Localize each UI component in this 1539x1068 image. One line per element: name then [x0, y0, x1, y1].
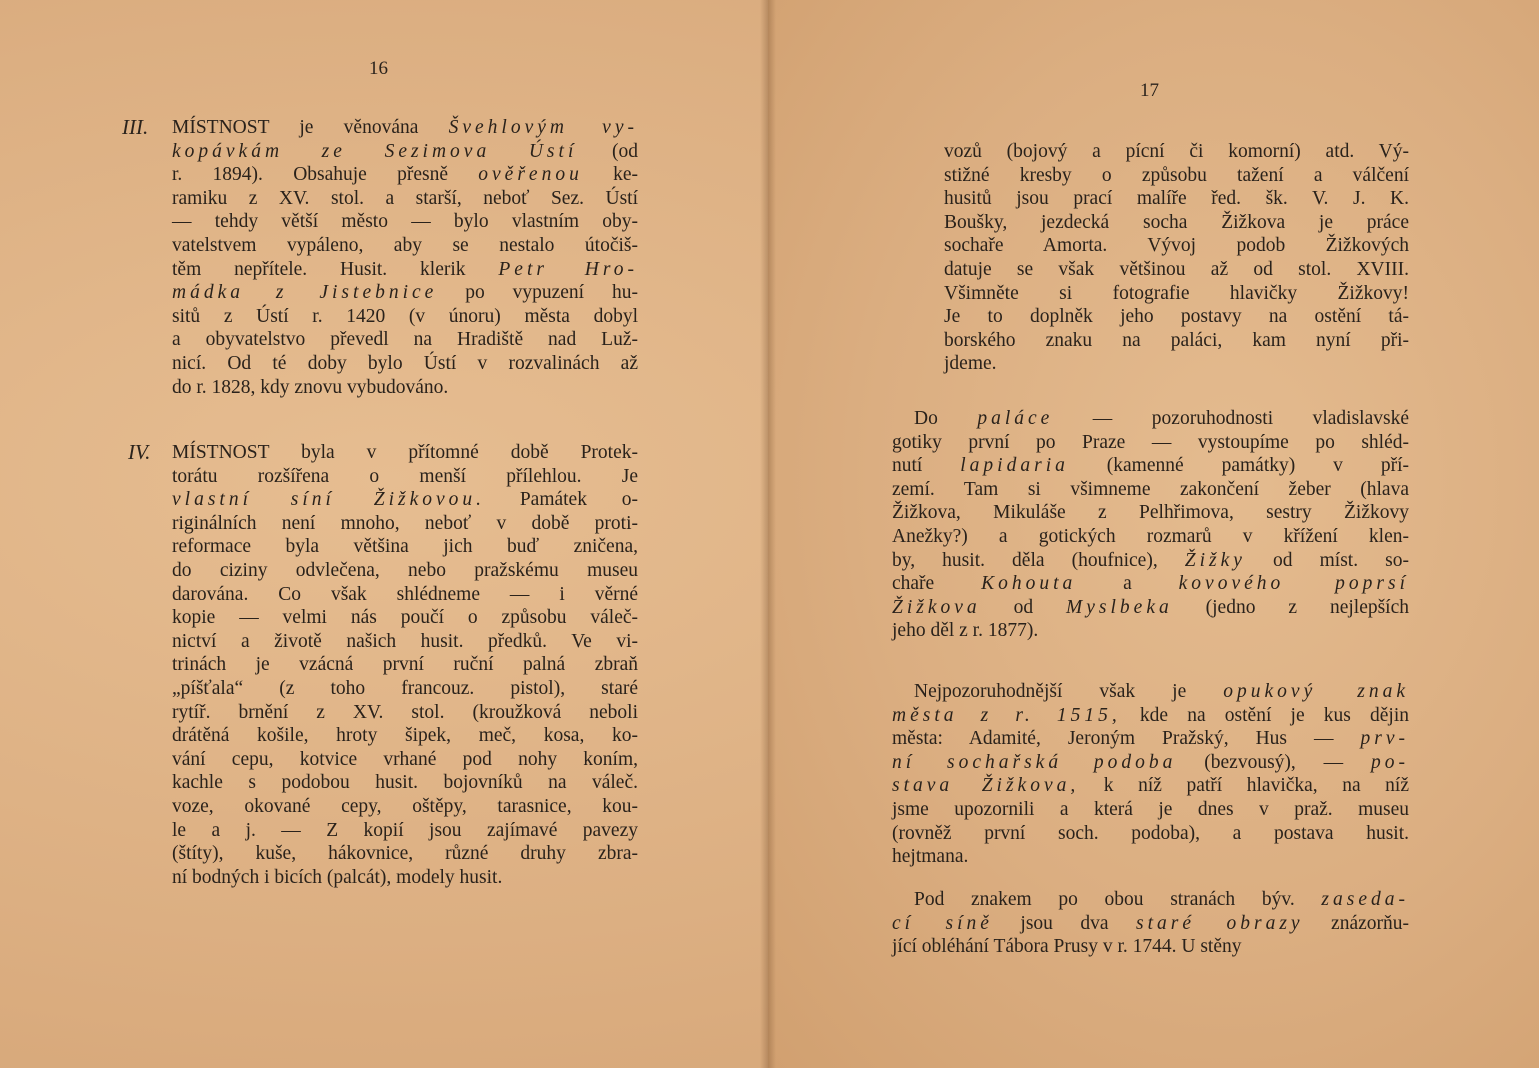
text-line [172, 842, 638, 866]
text-segment: — pozoruhodnosti vladislavské [1053, 408, 1409, 429]
text-line [172, 305, 638, 329]
text-line [892, 798, 1409, 822]
text-line [172, 606, 638, 630]
text-segment: nictví a životě našich husit. předků. Ve vi- [172, 630, 638, 652]
text-segment: jící obléhání Tábora Prusy v r. 1744. U stěny [892, 936, 1242, 958]
text-line [892, 751, 1409, 775]
text-line [944, 164, 1409, 188]
text-line [892, 407, 1409, 431]
page-number-left: 16 [369, 58, 388, 79]
text-segment: od míst. so- [1245, 549, 1409, 571]
text-segment: trinách je vzácná první ruční palná zbraň [172, 654, 638, 676]
spaced-italic-text: prv- [1360, 728, 1409, 750]
text-line [172, 465, 638, 489]
paragraph-room-iv [172, 441, 638, 889]
text-line [892, 845, 1409, 869]
text-segment: vatelstvem vypáleno, aby se nestalo útočiš- [172, 234, 638, 256]
text-line [172, 258, 638, 282]
text-segment: hejtmana. [892, 846, 969, 868]
text-segment: reformace byla většina jich buď zničena, [172, 536, 638, 558]
text-segment: rytíř. brnění z XV. stol. (kroužková neboli [172, 701, 638, 723]
text-segment: gotiky první po Praze — vystoupíme po shléd- [892, 431, 1409, 453]
text-line [892, 478, 1409, 502]
text-line [172, 653, 638, 677]
spaced-italic-text: paláce [977, 408, 1054, 429]
spaced-italic-text: mádka z Jistebnice [172, 282, 438, 304]
text-line [172, 488, 638, 512]
text-segment: Žižkova, Mikuláše z Pelhřimova, sestry Žižkovy [892, 502, 1409, 524]
text-line [944, 329, 1409, 353]
text-segment: — tehdy větší město — bylo vlastním oby- [172, 211, 638, 233]
text-segment: borského znaku na paláci, kam nyní při- [944, 329, 1409, 351]
text-line [172, 701, 638, 725]
text-segment: znázorňu- [1303, 912, 1409, 934]
text-segment: (jedno z nejlepších [1172, 596, 1410, 618]
text-line [892, 727, 1409, 751]
text-segment: k níž patří hlavička, na níž [1079, 775, 1409, 797]
text-line [892, 680, 1409, 704]
text-line [944, 187, 1409, 211]
text-line [892, 525, 1409, 549]
text-line [172, 771, 638, 795]
text-line [172, 210, 638, 234]
spaced-italic-text: kopávkám ze Sezimova Ústí [172, 140, 578, 162]
text-line [892, 501, 1409, 525]
spaced-italic-text: Žižkova [892, 596, 981, 618]
text-segment: torátu rozšířena o menší přílehlou. Je [172, 465, 638, 487]
text-segment: ramiku z XV. stol. a starší, neboť Sez. Ústí [172, 187, 638, 209]
text-segment: Památek o- [485, 489, 638, 511]
text-segment: sitů z Ústí r. 1420 (v únoru) města dobyl [172, 305, 638, 327]
spaced-italic-text: kovového poprsí [1178, 573, 1409, 595]
text-segment: husitů jsou prací malíře řed. šk. V. J. K. [944, 188, 1409, 210]
text-line [944, 211, 1409, 235]
text-line [172, 866, 638, 890]
text-line [172, 281, 638, 305]
text-line [172, 724, 638, 748]
text-segment: datuje se však většinou až od stol. XVIII. [944, 258, 1409, 280]
text-segment: jdeme. [944, 353, 997, 375]
spaced-italic-text: Petr Hro- [498, 258, 638, 280]
text-line [892, 822, 1409, 846]
spaced-italic-text: po- [1371, 751, 1409, 773]
text-line [892, 912, 1409, 936]
text-segment: Do [914, 408, 978, 429]
text-segment: kopie — velmi nás poučí o způsobu váleč- [172, 607, 638, 629]
text-line [944, 305, 1409, 329]
text-line [892, 704, 1409, 728]
spaced-italic-text: města z r. 1515, [892, 704, 1121, 726]
paragraph-palace [892, 407, 1409, 643]
text-line [172, 677, 638, 701]
text-segment: do r. 1828, kdy znovu vybudováno. [172, 376, 449, 398]
text-line [172, 819, 638, 843]
spaced-italic-text: lapidaria [960, 455, 1069, 477]
text-segment: kde na ostění je kus dějin [1120, 704, 1409, 726]
text-line [172, 559, 638, 583]
text-line [172, 116, 638, 140]
text-segment: zemí. Tam si všimneme zakončení žeber (hlava [892, 478, 1409, 500]
spaced-italic-text: Žižky [1184, 549, 1246, 571]
text-line [172, 535, 638, 559]
spaced-italic-text: Kohouta [981, 573, 1077, 595]
text-segment: (rovněž první soch. podoba), a postava husit. [892, 822, 1409, 844]
text-line [172, 795, 638, 819]
spaced-italic-text: opukový znak [1223, 681, 1409, 702]
text-line [172, 441, 638, 465]
text-segment: kachle s podobou husit. bojovníků na váleč. [172, 772, 638, 794]
text-segment: chaře [892, 573, 982, 595]
text-segment: města: Adamité, Jeroným Pražský, Hus — [892, 728, 1361, 750]
text-segment: po vypuzení hu- [437, 282, 638, 304]
spaced-italic-text: vlastní síní Žižkovou. [172, 489, 486, 511]
text-line [892, 549, 1409, 573]
text-segment: Boušky, jezdecká socha Žižkova je práce [944, 211, 1409, 233]
text-segment: (kamenné památky) v pří- [1068, 455, 1409, 477]
text-segment: nutí [892, 455, 961, 477]
text-segment: riginálních není mnoho, neboť v době proti- [172, 512, 638, 534]
text-line [172, 583, 638, 607]
text-segment: a obyvatelstvo převedl na Hradiště nad Luž- [172, 329, 638, 351]
text-segment: Je to doplněk jeho postavy na ostění tá- [944, 306, 1409, 328]
spaced-italic-text: Švehlovým vy- [448, 117, 638, 138]
text-line [892, 572, 1409, 596]
text-segment: ke- [582, 164, 638, 186]
text-segment: ní bodných i bicích (palcát), modely husit. [172, 866, 503, 888]
text-segment: le a j. — Z kopií jsou zajímavé pavezy [172, 819, 638, 841]
text-segment: jeho děl z r. 1877). [892, 620, 1039, 642]
section-number-iii: III. [122, 115, 149, 139]
text-segment: Všimněte si fotografie hlavičky Žižkovy! [944, 282, 1409, 304]
text-line [944, 234, 1409, 258]
text-line [944, 282, 1409, 306]
text-segment: MÍSTNOST je věnována [172, 117, 449, 138]
spaced-italic-text: cí síně [892, 912, 993, 934]
text-segment: jsme upozornili a která je dnes v praž. museu [892, 798, 1409, 820]
text-segment: nicí. Od té doby bylo Ústí v rozvalinách až [172, 352, 638, 374]
text-line [892, 619, 1409, 643]
text-line [892, 774, 1409, 798]
paragraph-continuation [944, 140, 1409, 376]
spaced-italic-text: ověřenou [478, 164, 583, 186]
text-segment: drátěná košile, hroty šipek, meč, kosa, ko- [172, 725, 638, 747]
spaced-italic-text: staré obrazy [1136, 912, 1304, 934]
text-segment: do ciziny odvlečena, nebo pražskému museu [172, 559, 638, 581]
text-line [172, 140, 638, 164]
text-segment: stižné kresby o způsobu tažení a válčení [944, 164, 1409, 186]
text-segment: r. 1894). Obsahuje přesně [172, 164, 479, 186]
spaced-italic-text: ní sochařská podoba [892, 751, 1177, 773]
text-segment: vání cepu, kotvice vrhané pod nohy koním, [172, 748, 638, 770]
page-number-right: 17 [1140, 80, 1159, 101]
text-line [944, 140, 1409, 164]
text-segment: vozů (bojový a pícní či komorní) atd. Vý- [944, 141, 1409, 162]
text-line [892, 454, 1409, 478]
text-line [172, 748, 638, 772]
text-segment: (štíty), kuše, hákovnice, různé druhy zbra- [172, 843, 638, 865]
text-line [172, 630, 638, 654]
text-line [172, 163, 638, 187]
text-segment: MÍSTNOST byla v přítomné době Protek- [172, 442, 638, 463]
text-line [172, 376, 638, 400]
text-segment: (bezvousý), — [1176, 751, 1371, 773]
spaced-italic-text: zaseda- [1321, 889, 1409, 910]
text-line [172, 234, 638, 258]
text-segment: sochaře Amorta. Vývoj podob Žižkových [944, 235, 1409, 257]
text-line [172, 352, 638, 376]
text-segment: voze, okované cepy, oštěpy, tarasnice, kou- [172, 795, 638, 817]
text-segment: by, husit. děla (houfnice), [892, 549, 1185, 571]
spaced-italic-text: Myslbeka [1066, 596, 1173, 618]
paragraph-coat-of-arms [892, 680, 1409, 869]
text-line [892, 596, 1409, 620]
text-line [172, 512, 638, 536]
text-line [892, 888, 1409, 912]
text-segment: těm nepřítele. Husit. klerik [172, 258, 499, 280]
paragraph-paintings [892, 888, 1409, 959]
spaced-italic-text: stava Žižkova, [892, 775, 1080, 797]
text-segment: Pod znakem po obou stranách býv. [914, 889, 1322, 910]
text-segment: jsou dva [992, 912, 1137, 934]
text-line [944, 258, 1409, 282]
text-line [892, 431, 1409, 455]
text-segment: (od [577, 140, 638, 162]
book-gutter [760, 0, 776, 1068]
text-line [172, 328, 638, 352]
text-line [892, 935, 1409, 959]
paragraph-room-iii [172, 116, 638, 399]
text-segment: a [1076, 573, 1179, 595]
section-number-iv: IV. [128, 440, 151, 464]
text-segment: darována. Co však shlédneme — i věrné [172, 583, 638, 605]
text-segment: od [980, 596, 1067, 618]
text-line [944, 352, 1409, 376]
text-segment: Nejpozoruhodnější však je [914, 681, 1224, 702]
text-segment: Anežky?) a gotických rozmarů v křížení klen- [892, 525, 1409, 547]
text-line [172, 187, 638, 211]
text-segment: „píšťala“ (z toho francouz. pistol), staré [172, 677, 638, 699]
